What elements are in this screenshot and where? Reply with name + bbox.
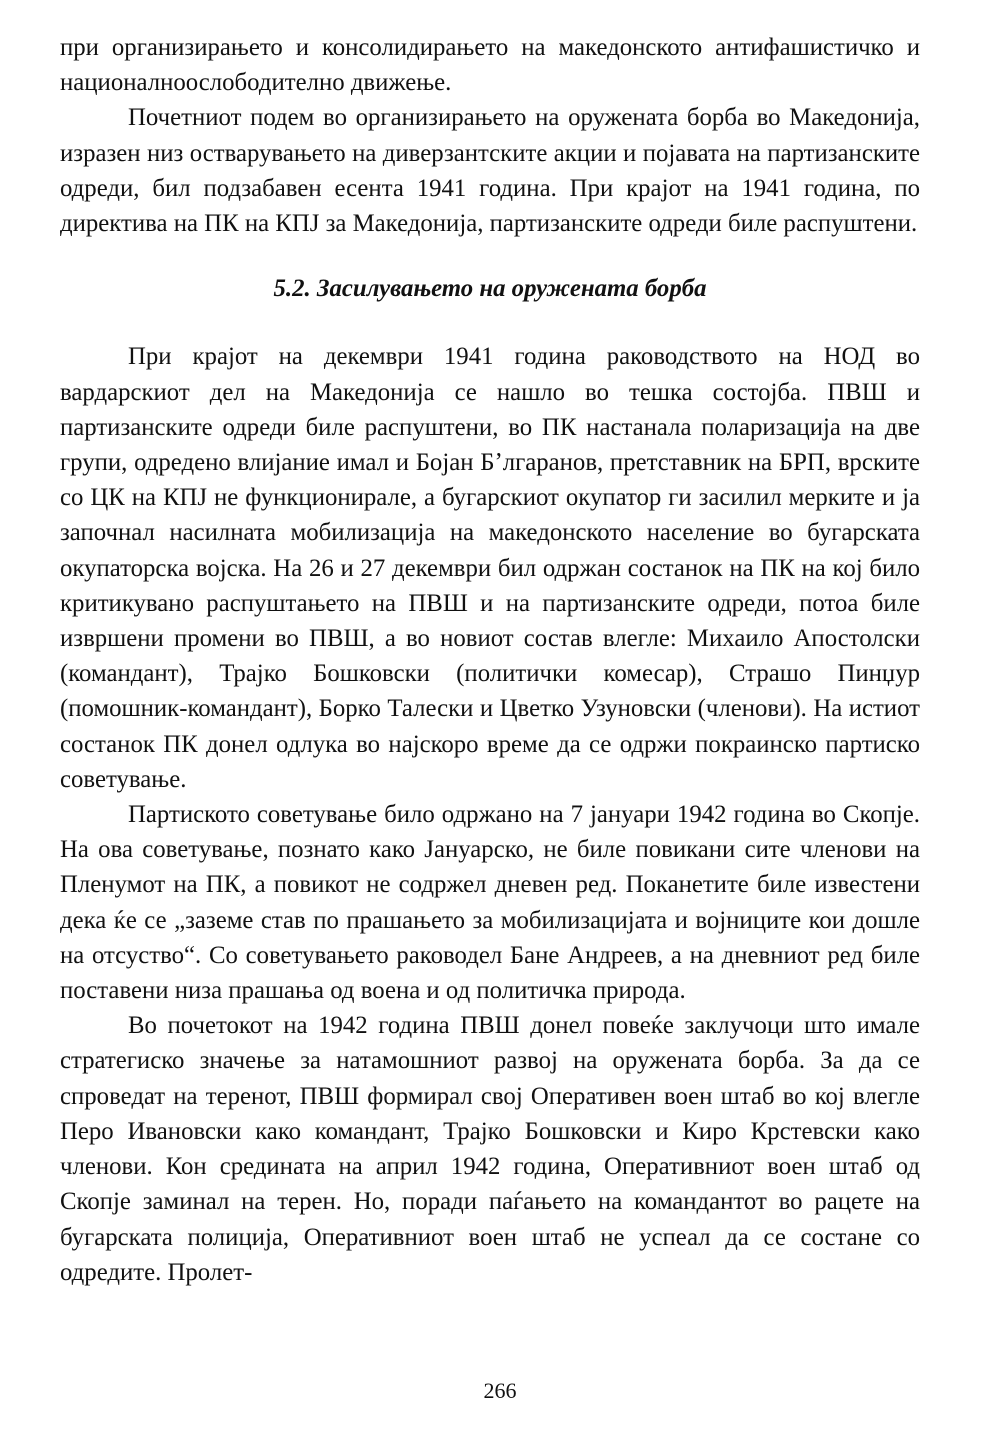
paragraph-3: При крајот на декември 1941 година раководството на НОД во вардарскиот дел на Македонија се нашло во тешка состојба. ПВШ и партизанските одреди биле распуштени, во ПК настанала поларизација на две групи, одредено влијание имал и Бојан Бʼлгаранов, претставник на БРП, врските со ЦК на КПЈ не функционирале, а бугарскиот окупатор ги засилил мерките и ја започнал насилната мобилизација на македонското население во бугарската окупаторска војска. На 26 и 27 декември бил одржан состанок на ПК на кој било критикувано распуштањето на ПВШ и на партизанските одреди, потоа биле извршени промени во ПВШ, а во новиот состав влегле: Михаило Апостолски (командант), Трајко Бошковски (политички комесар), Страшо Пинџур (помошник-командант), Борко Талески и Цветко Узуновски (членови). На истиот состанок ПК донел одлука во најскоро време да се одржи покраинско партиско советување. [60,343,920,793]
page-number: 266 [483,1378,517,1403]
section-heading: 5.2. Засилувањето на оружената борба [273,275,707,303]
paragraph-4: Партиското советување било одржано на 7 јануари 1942 година во Скопје. На ова советување, познато како Јануарско, не биле повикани сите членови на Пленумот на ПК, а повикот не содржел дневен ред. Поканетите биле известени дека ќе се „заземе став по прашањето за мобилизацијата и војниците кои дошле на отсуство“. Со советувањето раководел Бане Андреев, а на дневниот ред биле поставени низа прашања од воена и од политичка природа. [60,801,920,1005]
paragraph-5: Во почетокот на 1942 година ПВШ донел повеќе заклучоци што имале стратегиско значење за натамошниот развој на оружената борба. За да се спроведат на теренот, ПВШ формирал свој Оперативен воен штаб во кој влегле Перо Ивановски како командант, Трајко Бошковски и Киро Крстевски како членови. Кон средината на април 1942 година, Оперативниот воен штаб од Скопје заминал на терен. Но, поради паѓањето на командантот во рацете на бугарската полиција, Оперативниот воен штаб не успеал да се состане со одредите. Пролет- [60,1012,920,1286]
page-body [60,30,920,1290]
paragraph-1: при организирањето и консолидирањето на македонското антифашистичко и националноослободително движење. [60,34,920,97]
paragraph-2: Почетниот подем во организирањето на оружената борба во Македонија, изразен низ остварувањето на диверзантските акции и појавата на партизанските одреди, бил подзабавен есента 1941 година. При крајот на 1941 година, по директива на ПК на КПЈ за Македонија, партизанските одреди биле распуштени. [60,104,920,238]
